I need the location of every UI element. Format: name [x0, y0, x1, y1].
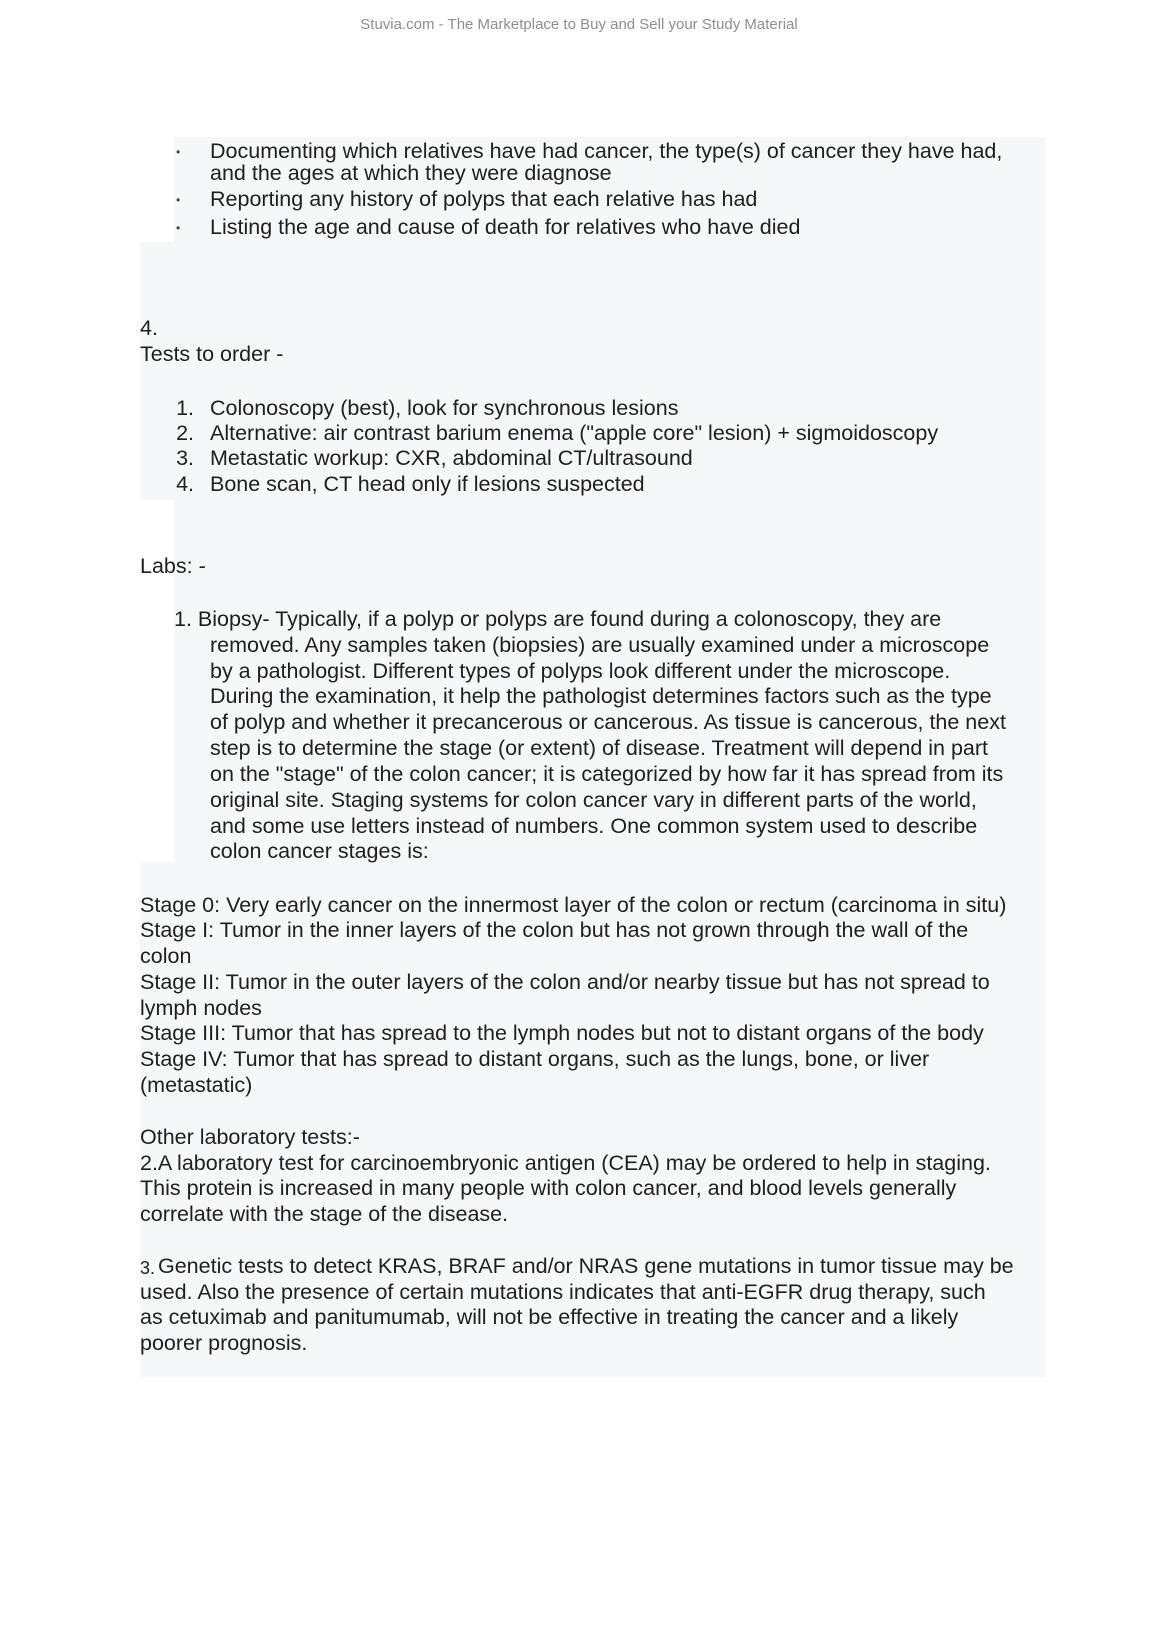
bullet-dot: • — [176, 193, 181, 207]
bullet-text: Documenting which relatives have had cancer, the type(s) of cancer they have had, — [210, 139, 1003, 163]
genetic-line: poorer prognosis. — [140, 1331, 308, 1355]
stage-line: lymph nodes — [140, 996, 262, 1020]
cea-line: correlate with the stage of the disease. — [140, 1202, 509, 1226]
biopsy-line: step is to determine the stage (or extent) of disease. Treatment will depend in part — [210, 736, 988, 760]
list-item: Metastatic workup: CXR, abdominal CT/ultrasound — [210, 446, 693, 470]
biopsy-line: on the "stage" of the colon cancer; it is categorized by how far it has spread from its — [210, 762, 1004, 786]
cea-line: 2.A laboratory test for carcinoembryonic antigen (CEA) may be ordered to help in staging. — [140, 1151, 991, 1175]
biopsy-line: and some use letters instead of numbers. One common system used to describe — [210, 814, 978, 838]
bullet-dot: • — [176, 221, 181, 235]
genetic-line: used. Also the presence of certain mutations indicates that anti-EGFR drug therapy, such — [140, 1280, 986, 1304]
list-item: Bone scan, CT head only if lesions suspected — [210, 472, 645, 496]
labs-heading: Labs: - — [140, 554, 206, 578]
section-number: 4. — [140, 316, 158, 340]
stage-line: Stage I: Tumor in the inner layers of the colon but has not grown through the wall of the — [140, 918, 969, 942]
stage-line: Stage IV: Tumor that has spread to distant organs, such as the lungs, bone, or liver — [140, 1047, 930, 1071]
biopsy-line: 1. Biopsy- Typically, if a polyp or polyps are found during a colonoscopy, they are — [174, 607, 942, 631]
list-number: 4. — [176, 472, 194, 496]
bullet-dot: • — [176, 145, 181, 159]
list-number: 1. — [176, 396, 194, 420]
biopsy-line: During the examination, it help the pathologist determines factors such as the type — [210, 684, 992, 708]
stage-line: Stage 0: Very early cancer on the innermost layer of the colon or rectum (carcinoma in situ) — [140, 893, 1007, 917]
list-item: Colonoscopy (best), look for synchronous lesions — [210, 396, 679, 420]
bullet-text: Reporting any history of polyps that each relative has had — [210, 187, 758, 211]
list-number: 2. — [176, 421, 194, 445]
genetic-line: as cetuximab and panitumumab, will not be effective in treating the cancer and a likely — [140, 1305, 959, 1329]
stage-line: Stage II: Tumor in the outer layers of the colon and/or nearby tissue but has not spread to — [140, 970, 990, 994]
bullet-text: and the ages at which they were diagnose — [210, 161, 612, 185]
cea-line: This protein is increased in many people with colon cancer, and blood levels generally — [140, 1176, 957, 1200]
section-heading: Tests to order - — [140, 342, 284, 366]
biopsy-line: by a pathologist. Different types of polyps look different under the microscope. — [210, 659, 951, 683]
biopsy-line: original site. Staging systems for colon cancer vary in different parts of the world, — [210, 788, 977, 812]
genetic-number: 3. — [140, 1258, 156, 1278]
list-number: 3. — [176, 446, 194, 470]
bullet-text: Listing the age and cause of death for relatives who have died — [210, 215, 801, 239]
biopsy-line: of polyp and whether it precancerous or cancerous. As tissue is cancerous, the next — [210, 710, 1006, 734]
genetic-line: Genetic tests to detect KRAS, BRAF and/or NRAS gene mutations in tumor tissue may be — [158, 1254, 1014, 1278]
list-item: Alternative: air contrast barium enema ("apple core" lesion) + sigmoidoscopy — [210, 421, 939, 445]
other-tests-heading: Other laboratory tests:- — [140, 1125, 360, 1149]
stage-line: Stage III: Tumor that has spread to the lymph nodes but not to distant organs of the body — [140, 1021, 984, 1045]
stage-line: (metastatic) — [140, 1073, 253, 1097]
stage-line: colon — [140, 944, 192, 968]
biopsy-line: colon cancer stages is: — [210, 839, 429, 863]
watermark-header: Stuvia.com - The Marketplace to Buy and Sell your Study Material — [360, 16, 798, 33]
biopsy-line: removed. Any samples taken (biopsies) are usually examined under a microscope — [210, 633, 990, 657]
